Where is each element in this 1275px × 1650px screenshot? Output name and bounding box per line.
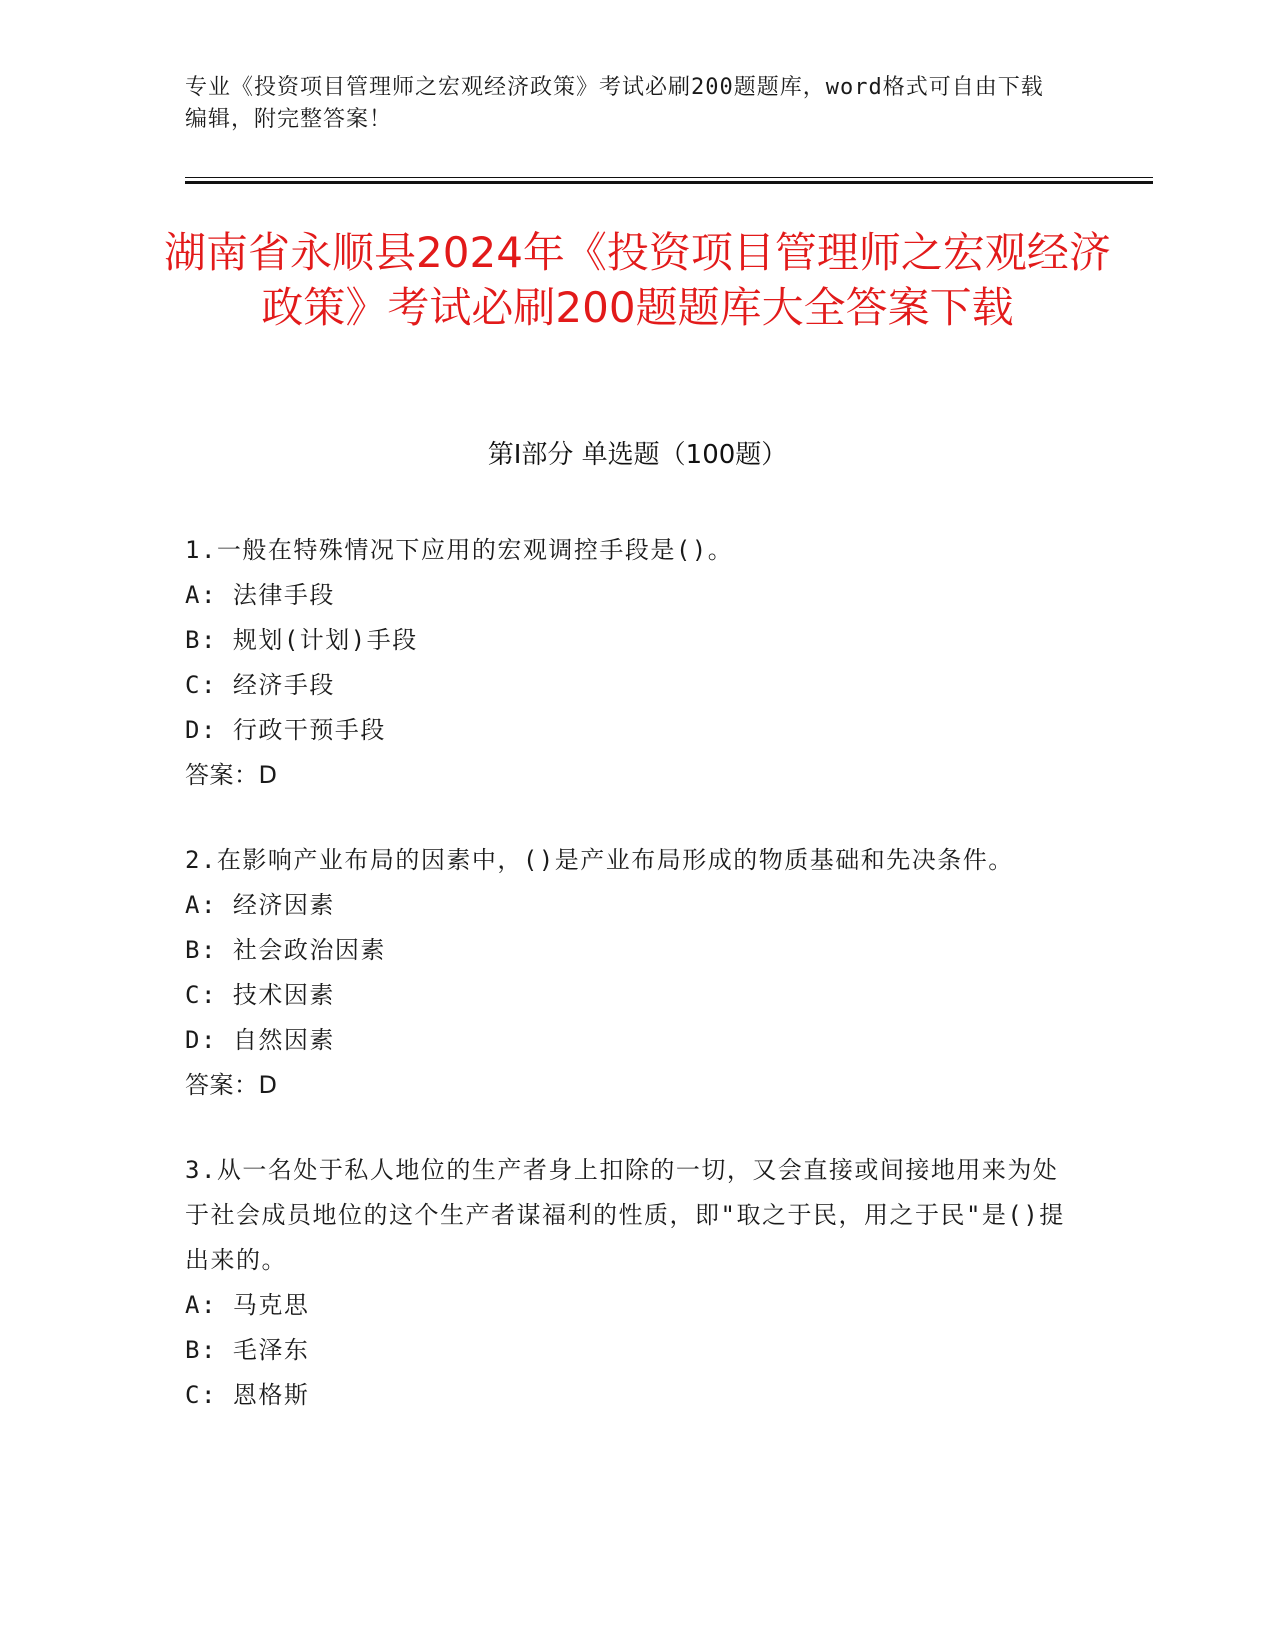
document-title: 湖南省永顺县2024年《投资项目管理师之宏观经济政策》考试必刷200题题库大全答案下载 xyxy=(164,228,1111,332)
option-b: B: 毛泽东 xyxy=(185,1336,310,1364)
option-c: C: 技术因素 xyxy=(185,981,335,1009)
option-b: B: 规划(计划)手段 xyxy=(185,626,418,654)
question-stem: 1.一般在特殊情况下应用的宏观调控手段是()。 xyxy=(185,536,734,564)
question-2 xyxy=(185,838,1065,1108)
answer-line: 答案：D xyxy=(185,761,278,789)
header-divider-thick xyxy=(185,181,1153,184)
option-a: A: 经济因素 xyxy=(185,891,335,919)
question-list xyxy=(185,528,1065,1458)
option-a: A: 马克思 xyxy=(185,1291,310,1319)
answer-line: 答案：D xyxy=(185,1071,278,1099)
header-divider-thin xyxy=(185,177,1153,178)
option-c: C: 恩格斯 xyxy=(185,1381,310,1409)
question-1 xyxy=(185,528,1065,798)
question-stem: 2.在影响产业布局的因素中，()是产业布局形成的物质基础和先决条件。 xyxy=(185,846,1014,874)
header-note: 专业《投资项目管理师之宏观经济政策》考试必刷200题题库，word格式可自由下载编辑，附完整答案！ xyxy=(185,75,1044,132)
option-a: A: 法律手段 xyxy=(185,581,335,609)
question-3 xyxy=(185,1148,1065,1418)
question-stem: 3.从一名处于私人地位的生产者身上扣除的一切，又会直接或间接地用来为处于社会成员地位的这个生产者谋福利的性质，即"取之于民，用之于民"是()提出来的。 xyxy=(185,1156,1065,1274)
option-c: C: 经济手段 xyxy=(185,671,335,699)
option-d: D: 行政干预手段 xyxy=(185,716,386,744)
option-b: B: 社会政治因素 xyxy=(185,936,386,964)
option-d: D: 自然因素 xyxy=(185,1026,335,1054)
section-heading: 第I部分 单选题（100题） xyxy=(487,440,788,470)
